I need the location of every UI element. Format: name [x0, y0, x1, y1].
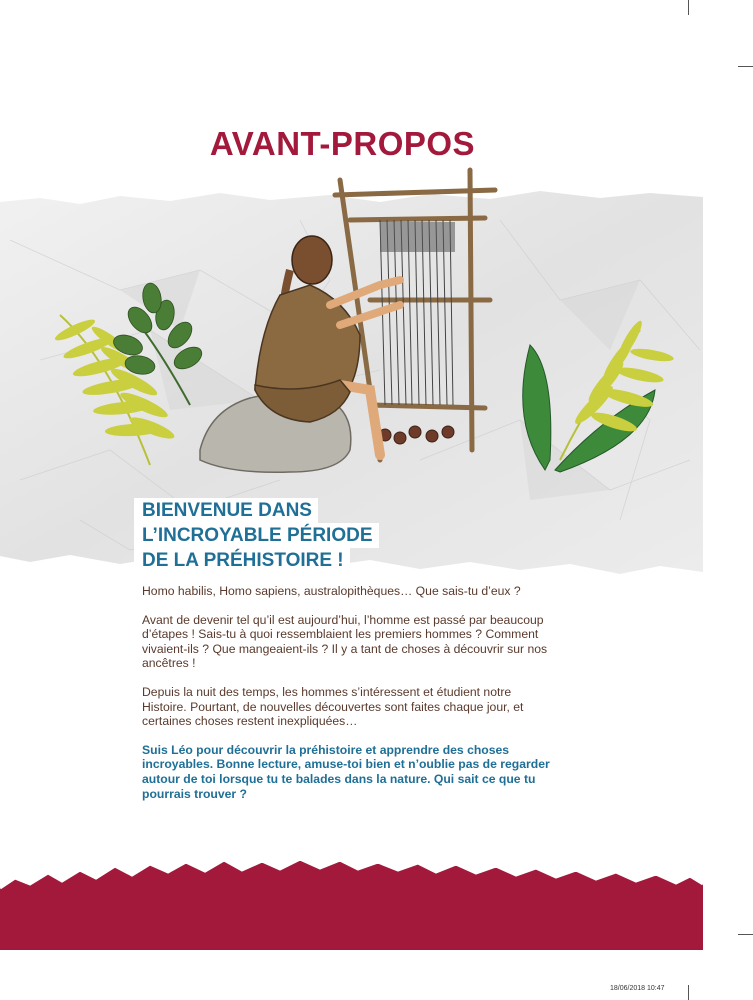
crop-mark-top	[688, 0, 689, 15]
crop-mark-right-top	[738, 66, 753, 67]
crop-mark-right-bottom	[738, 934, 753, 935]
weaving-illustration	[40, 160, 680, 480]
section-heading	[134, 498, 379, 573]
heading-line: DE LA PRÉHISTOIRE !	[134, 548, 350, 573]
page-title: AVANT-PROPOS	[209, 125, 476, 163]
body-paragraph: Avant de devenir tel qu’il est aujourd’hui, l’homme est passé par beaucoup d’étapes ! Sais-tu à quoi ressemblaient les premiers hommes ? Comment vivaient-ils ? Que mangeaient-ils ? Il y a tant de choses à découvrir sur nos ancêtres !	[142, 612, 548, 671]
torn-bottom-band	[0, 848, 703, 950]
heading-line: BIENVENUE DANS	[134, 498, 318, 523]
crop-mark-bottom	[688, 985, 689, 1000]
closing-paragraph: Suis Léo pour découvrir la préhistoire et apprendre des choses incroyables. Bonne lecture, amuse-toi bien et n’oublie pas de regarder autour de toi lorsque tu te balades dans la nature. Qui sait ce que tu pourrais trouver ?	[142, 742, 550, 801]
intro-paragraph: Homo habilis, Homo sapiens, australopithèques… Que sais-tu d’eux ?	[142, 584, 521, 598]
body-text	[142, 584, 552, 815]
print-timestamp: 18/06/2018 10:47	[610, 985, 665, 992]
fern-left-icon	[53, 315, 177, 465]
body-paragraph: Depuis la nuit des temps, les hommes s’intéressent et étudient notre Histoire. Pourtant, de nouvelles découvertes sont faites chaque jour, et certaines choses restent inexpliquées…	[142, 684, 524, 729]
heading-line: L’INCROYABLE PÉRIODE	[134, 523, 379, 548]
